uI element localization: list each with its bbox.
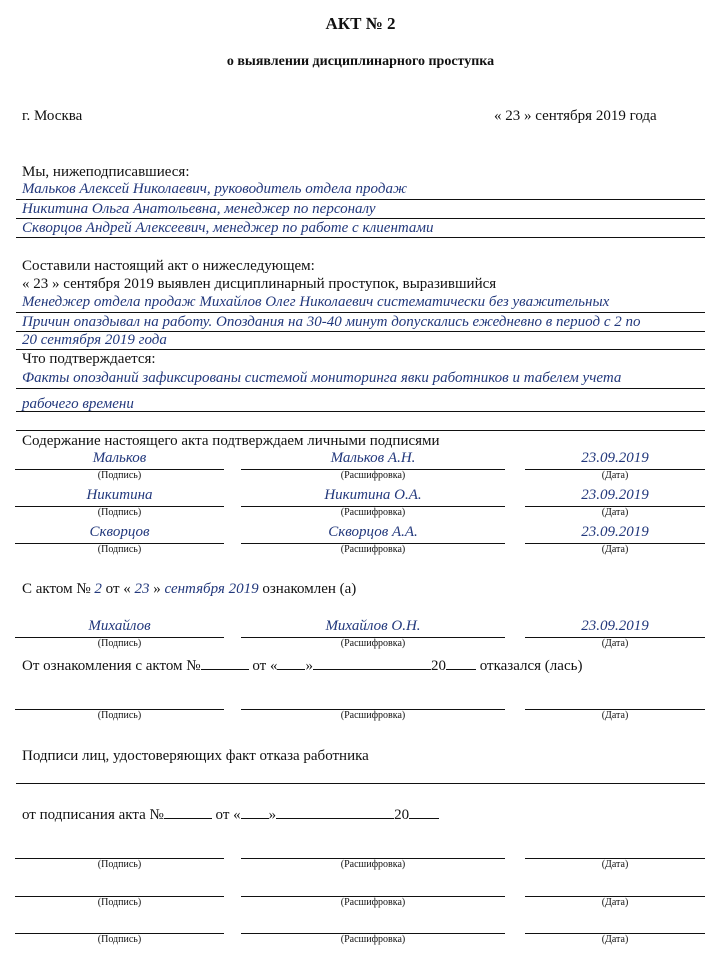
statement-line-1: Менеджер отдела продаж Михайлов Олег Николаевич систематически без уважительных [22,294,610,310]
signing-act-number-field[interactable] [164,804,212,819]
signature-row [0,449,721,479]
decoding-value: Михайлов О.Н. [325,618,421,634]
witnesses-line[interactable] [16,783,705,784]
document-date: « 23 » сентября 2019 года [494,108,657,124]
date-caption: (Дата) [601,470,629,481]
witnesses-label: Подписи лиц, удостоверяющих факт отказа работника [22,748,369,764]
signature-value: Скворцов [89,524,150,540]
signature-caption: (Подпись) [97,638,142,649]
signature-caption: (Подпись) [97,897,142,908]
signature-caption: (Подпись) [97,859,142,870]
signature-caption: (Подпись) [97,544,142,555]
signature-row [0,486,721,516]
signature-caption: (Подпись) [97,470,142,481]
acquainted-year: 2019 [224,581,259,597]
divider [16,388,705,389]
signing-month-field[interactable] [276,804,394,819]
refusal-statement: От ознакомления с актом № от « » 20 отказался (лась) [22,655,582,675]
statement-label: Составили настоящий акт о нижеследующем: [22,258,315,274]
signature-row [0,523,721,553]
decoding-caption: (Расшифровка) [340,710,406,721]
witnesses-signing-statement: от подписания акта № от « » 20 [22,804,439,824]
confirmation-line-1: Факты опозданий зафиксированы системой мониторинга явки работников и табелем учета [22,370,622,386]
signing-day-field[interactable] [241,804,269,819]
refusal-month-field[interactable] [313,655,431,670]
acquainted-statement: С актом № 2 от « 23 » сентября 2019 ознакомлен (а) [22,581,357,597]
divider [16,237,705,238]
decoding-value: Мальков А.Н. [330,450,416,466]
decoding-caption: (Расшифровка) [340,897,406,908]
document-subtitle: о выявлении дисциплинарного проступка [226,54,495,69]
date-caption: (Дата) [601,710,629,721]
city: г. Москва [22,108,83,124]
statement-line-3: 20 сентября 2019 года [22,332,167,348]
signature-value: Никитина [86,487,153,503]
refusal-year-field[interactable] [446,655,476,670]
employee-signature-row [0,617,721,647]
divider [16,430,705,431]
signing-year-field[interactable] [409,804,439,819]
signature-value: Михайлов [88,618,151,634]
document-title: АКТ № 2 [325,14,396,33]
date-value: 23.09.2019 [581,487,649,503]
decoding-caption: (Расшифровка) [340,470,406,481]
date-caption: (Дата) [601,638,629,649]
signature-caption: (Подпись) [97,934,142,945]
decoding-caption: (Расшифровка) [340,934,406,945]
date-value: 23.09.2019 [581,450,649,466]
date-caption: (Дата) [601,934,629,945]
statement-line-2: Причин опаздывал на работу. Опоздания на 30-40 минут допускались ежедневно в период с 2 по [22,314,641,330]
date-value: 23.09.2019 [581,524,649,540]
date-caption: (Дата) [601,544,629,555]
date-value: 23.09.2019 [581,618,649,634]
refusal-day-field[interactable] [277,655,305,670]
signature-caption: (Подпись) [97,507,142,518]
divider [16,411,705,412]
act-number: 2 [94,581,102,597]
date-caption: (Дата) [601,507,629,518]
decoding-value: Скворцов А.А. [328,524,418,540]
decoding-caption: (Расшифровка) [340,859,406,870]
acquainted-month: сентября [164,581,225,597]
refusal-act-number-field[interactable] [201,655,249,670]
confirmation-label: Что подтверждается: [22,351,156,367]
members-label: Мы, нижеподписавшиеся: [22,164,190,180]
witness-signature-row [0,876,721,906]
date-caption: (Дата) [601,897,629,908]
statement-intro: « 23 » сентября 2019 выявлен дисциплинарный проступок, выразившийся [22,276,497,292]
acquainted-day: 23 [134,581,150,597]
decoding-caption: (Расшифровка) [340,638,406,649]
decoding-caption: (Расшифровка) [340,544,406,555]
decoding-value: Никитина О.А. [324,487,422,503]
decoding-caption: (Расшифровка) [340,507,406,518]
witness-signature-row [0,838,721,868]
witness-signature-row [0,913,721,943]
member-line-3: Скворцов Андрей Алексеевич, менеджер по работе с клиентами [22,220,434,236]
signature-caption: (Подпись) [97,710,142,721]
date-caption: (Дата) [601,859,629,870]
member-line-1: Мальков Алексей Николаевич, руководитель отдела продаж [22,181,407,197]
member-line-2: Никитина Ольга Анатольевна, менеджер по персоналу [22,201,376,217]
signatures-label: Содержание настоящего акта подтверждаем личными подписями [22,433,440,449]
refusal-signature-row [0,689,721,719]
signature-value: Мальков [92,450,147,466]
confirmation-line-2: рабочего времени [22,396,134,412]
